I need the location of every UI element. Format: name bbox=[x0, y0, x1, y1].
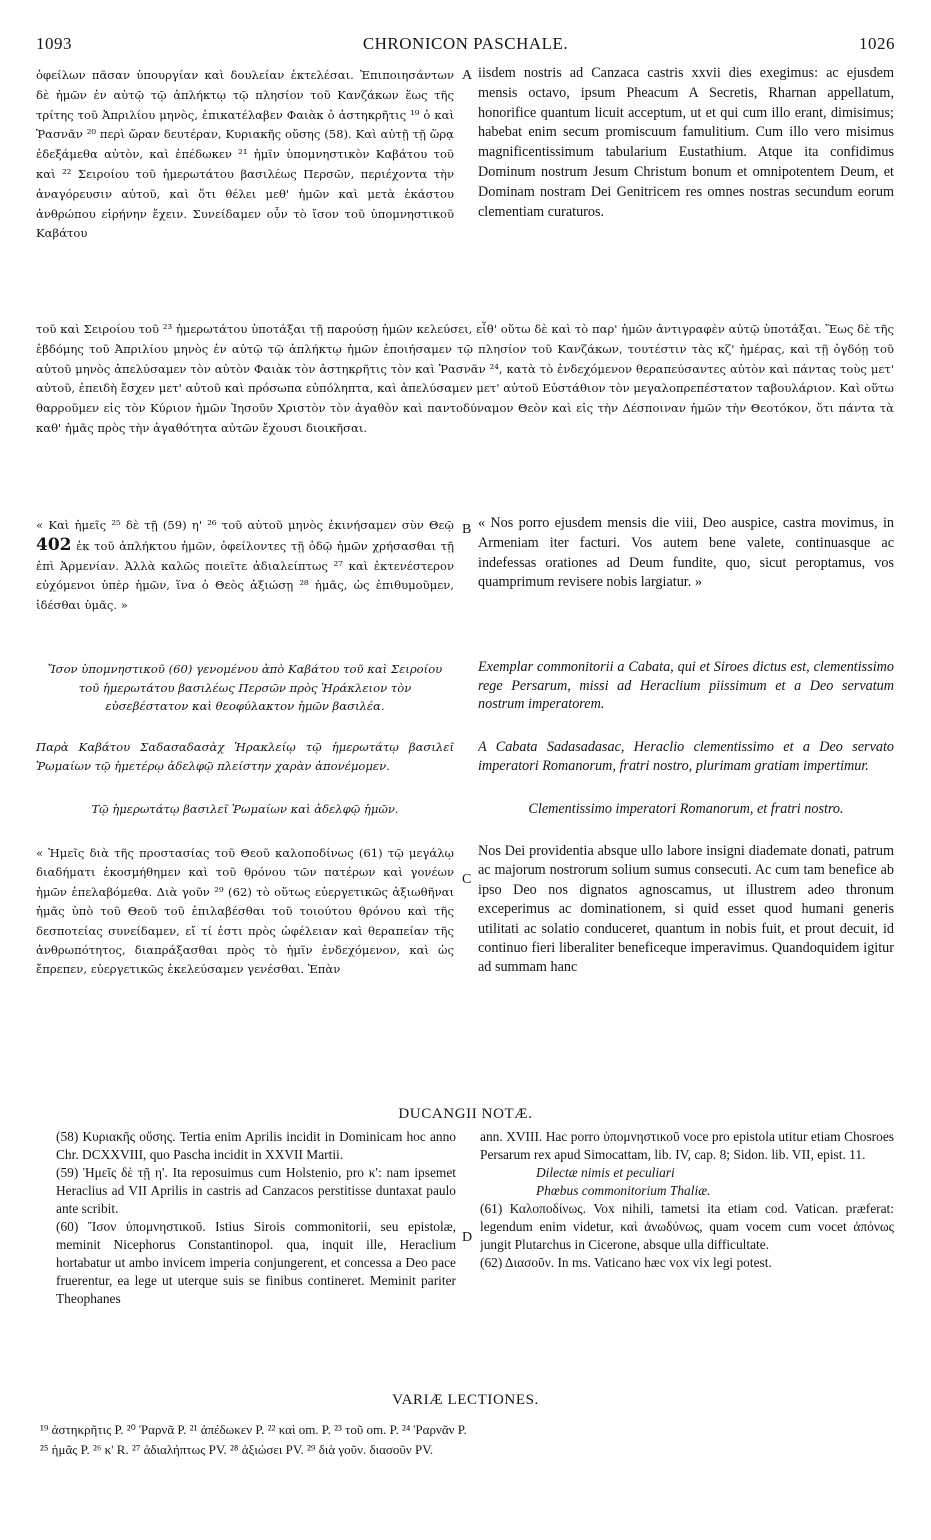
source-page-number: 402 bbox=[36, 534, 72, 555]
variae-line-1: ¹⁹ ἀστηκρῆτις P. ²⁰ Ῥαρνᾶ P. ²¹ ἀπέδωκεν P. ²² καὶ om. P. ²³ τοῦ om. P. ²⁴ Ῥαρνᾶν P. bbox=[40, 1422, 467, 1437]
verse-line-1: Dilectæ nimis et peculiari bbox=[536, 1165, 675, 1180]
latin-title-1-text: Exemplar commonitorii a Cabata, qui et Siroes dictus est, clementissimo rege Persarum, missi ad Heraclium piissimum et a Deo servatum nostrum imperatorem. bbox=[478, 659, 894, 712]
running-header bbox=[36, 34, 895, 56]
verse-line-2: Phœbus commonitorium Thaliæ. bbox=[536, 1183, 711, 1198]
note-60-cont: ann. XVIII. Hac porro ὑπομνηστικοῦ voce pro epistola utitur etiam Chosroes Persarum rex apud Simocattam, lib. IV, cap. 8; Sidon. lib. VII, epist. 11. bbox=[480, 1129, 894, 1162]
latin-text-c: Nos Dei providentia absque ullo labore insigni diademate donati, patrum ac majorum nostrorum solium sumus consecuti. Ac cum tam benefice ab ipso Deo nos dignatos agnoscamus, ut illustrem adeo thronum exceperimus ac dominationem, si quid esset quod humani generis utilitati ac solatio conduceret, quantum in nobis fuit, et prout decuit, id continuo fieri liberaliter beneficeque imperavimus. Quandoquidem igitur ad summam hanc bbox=[478, 843, 894, 976]
latin-text-a: iisdem nostris ad Canzaca castris xxvii dies exegimus: ac ejusdem mensis octavo, ipsum Pheacum A Secretis, Rharnan appellatum, honorifice quantum licuit acceptum, ut et qui cum illo erant, dimisimus; habebat enim secum promiscuum famulitium. Cum illo vero misimus magnificentissimum tabularium Eustathium. Atque ita confidimus Dominum nostrum Jesum Christum bonum et omnipotentem Deum, et Dominam nostram Dei Genitricem res omnes nostras secundum eorum clementiam curaturos. bbox=[478, 65, 894, 220]
greek-text-b-start: « Καὶ ἡμεῖς ²⁵ δὲ τῇ (59) η' ²⁶ τοῦ αὐτοῦ μηνὸς ἐκινήσαμεν σὺν Θεῷ bbox=[36, 518, 454, 532]
page-number-right: 1026 bbox=[859, 34, 895, 53]
greek-text-b-end: ἐκ τοῦ ἀπλήκτου ἡμῶν, ὀφείλοντες τῇ ὁδῷ ἡμῶν χρήσασθαι τῇ ἐπὶ Ἀρμενίαν. Ἀλλὰ καλῶς ποιεῖτε ἀδιαλείπτως ²⁷ καὶ ἐκτενέστερον εὐχόμενοι ὑπὲρ ἡμῶν, ἵνα ὁ Θεὸς ἀξιώσῃ ²⁸ ἡμᾶς, ὡς ἐπιθυμοῦμεν, ἰδέσθαι ὑμᾶς. » bbox=[36, 538, 454, 613]
latin-column-c bbox=[478, 842, 894, 1080]
latin-title-3-text: Clementissimo imperatori Romanorum, et fratri nostro. bbox=[528, 801, 844, 817]
latin-title-2-text: A Cabata Sadasadasac, Heraclio clementissimo et a Deo servato imperatori Romanorum, fratri nostro, plurimam gratiam impertimur. bbox=[478, 739, 894, 774]
running-title: CHRONICON PASCHALE. bbox=[362, 34, 569, 53]
notes-title: DUCANGII NOTÆ. bbox=[398, 1106, 533, 1122]
note-62: (62) Διασοῦν. In ms. Vaticano hæc vox vix legi potest. bbox=[480, 1255, 772, 1270]
note-61: (61) Καλοποδίνως. Vox nihili, tametsi ita etiam cod. Vatican. præferat: legendum enim videtur, καὶ ἀνωδύνως, quam vocem cum vocet ἀπόνως jungit Plutarchus in Cicerone, absque ulla difficultate. bbox=[480, 1201, 894, 1252]
latin-title-1 bbox=[478, 658, 894, 734]
greek-title-2-text: Παρὰ Καβάτου Σαδασαδασὰχ Ἡρακλείῳ τῷ ἡμερωτάτῳ βασιλεῖ Ῥωμαίων τῷ ἡμετέρῳ ἀδελφῷ πλείστην χαρὰν ἀπονέμομεν. bbox=[36, 740, 454, 773]
note-59: (59) Ἡμεῖς δὲ τῇ η'. Ita reposuimus cum Holstenio, pro κ': nam ipsemet Heraclius ad VII Aprilis in castris ad Canzacos perstitisse duntaxat paulo ante scribit. bbox=[56, 1165, 456, 1216]
greek-title-3-text: Τῷ ἡμερωτάτῳ βασιλεῖ Ῥωμαίων καὶ ἀδελφῷ ἡμῶν. bbox=[91, 802, 399, 816]
note-60: (60) Ἴσον ὑπομνηστικοῦ. Istius Sirois commonitorii, seu epistolæ, meminit Nicephorus Constantinopol. qua, inquit ille, Heraclium hortabatur ut ambo invicem imperia conjungerent, et concessa a Deo pace fruerentur, ea lege ut uterque suis se finibus contineret. Meminit pariter Theophanes bbox=[56, 1219, 456, 1306]
margin-marker-d: D bbox=[462, 1230, 473, 1245]
variae-title: VARIÆ LECTIONES. bbox=[392, 1392, 539, 1408]
greek-title-1-text: Ἴσον ὑπομνηστικοῦ (60) γενομένου ἀπὸ Καβάτου τοῦ καὶ Σειροίου τοῦ ἡμερωτάτου βασιλέως Περσῶν πρὸς Ἡράκλειον τὸν εὐσεβέστατον καὶ θεοφύλακτον ἡμῶν βασιλέα. bbox=[47, 662, 443, 713]
latin-title-2 bbox=[478, 738, 894, 796]
margin-marker-c: C bbox=[462, 872, 472, 887]
margin-marker-a: A bbox=[462, 68, 473, 83]
greek-title-2 bbox=[36, 738, 454, 796]
greek-title-1 bbox=[36, 660, 454, 734]
notes-left-column bbox=[56, 1128, 456, 1374]
greek-column-a bbox=[36, 66, 454, 318]
variae-line-2: ²⁵ ἡμᾶς P. ²⁶ κ' R. ²⁷ ἀδιαλήπτως PV. ²⁸ ἀξιώσει PV. ²⁹ διὰ γοῦν. διασοῦν PV. bbox=[40, 1442, 434, 1457]
greek-wide-paragraph bbox=[36, 320, 894, 512]
greek-text-a: ὀφείλων πᾶσαν ὑπουργίαν καὶ δουλείαν ἐκτελέσαι. Ἐπιποιησάντων δὲ ἡμῶν ἐν αὐτῷ τῷ ἀπλήκτῳ τῷ πλησίον τοῦ Κανζάκων ἕως τῆς τρίτης τοῦ Ἀπριλίου μηνὸς, ἐπικατέλαβεν Φαιὰκ ὁ ἀστηκρῆτις ¹⁹ ὁ καὶ Ῥασνᾶν ²⁰ περὶ ὥραν δευτέραν, Κυριακῆς οὔσης (58). Καὶ αὐτῇ τῇ ὥρᾳ ἐδεξάμεθα αὐτὸν, καὶ ἐπέδωκεν ²¹ ἡμῖν ὑπομνηστικὸν Καβάτου τοῦ καὶ ²² Σειροίου τοῦ ἡμερωτάτου βασιλέως Περσῶν, περιέχοντα τὴν ἀναγόρευσιν αὐτοῦ, καὶ ὅτι θέλει μεθ' ἡμῶν καὶ μετὰ ἑκάστου ἀνθρώπου εἰρήνην ἔχειν. Συνείδαμεν οὖν τὸ ἴσον τοῦ ὑπομνηστικοῦ Καβάτου bbox=[36, 68, 454, 241]
latin-column-a bbox=[478, 64, 894, 318]
greek-text-b bbox=[36, 516, 454, 616]
greek-column-b bbox=[36, 516, 454, 658]
greek-text-c: « Ἡμεῖς διὰ τῆς προστασίας τοῦ Θεοῦ καλοποδίνως (61) τῷ μεγάλῳ διαδήματι ἐκοσμήθημεν καὶ τοῦ θρόνου τῶν πατέρων καὶ γονέων ἡμῶν ἐπελαβόμεθα. Διὰ γοῦν ²⁹ (62) τὸ οὕτως εὐεργετικῶς ἀξιωθῆναι ἡμᾶς ὑπὸ τοῦ Θεοῦ τοῦ ἐπιλαβέσθαι τοῦ τοιούτου θρόνου καὶ τῆς δεσποτείας συνείδαμεν, εἴ τί ἐστι πρὸς ὠφέλειαν καὶ θεραπείαν τῆς ἀνθρωπότητος, διαπράξασθαι πρὸς τὸ ἡμῖν ἐνδεχόμενον, καὶ ὡς ἔπρεπεν, εὐεργετικῶς ἐκελεύσαμεν γενέσθαι. Ἐπὰν bbox=[36, 846, 454, 977]
margin-marker-b: B bbox=[462, 522, 472, 537]
greek-wide-text: τοῦ καὶ Σειροίου τοῦ ²³ ἡμερωτάτου ὑποτάξαι τῇ παρούσῃ ἡμῶν κελεύσει, εἶθ' οὕτω δὲ καὶ τὸ παρ' ἡμῶν ἀντιγραφὲν αὐτῷ ὑποτάξαι. Ἕως δὲ τῆς ἑβδόμης τοῦ Ἀπριλίου μηνὸς ἐν αὐτῷ τῷ ἀπλήκτῳ ἡμῶν ἐποιήσαμεν τῷ πλησίον τοῦ Κανζάκων, τουτέστιν τὰς κζ' ἡμέρας, καὶ τῇ ὀγδόῃ τοῦ αὐτοῦ μηνὸς ἀπελύσαμεν τὸν αὐτὸν Φαιὰκ τὸν ἀστηκρῆτις τὸν καὶ Ῥασνᾶν ²⁴, κατὰ τὸ ἐνδεχόμενον θεραπεύσαντες αὐτὸν καὶ πάντας τοὺς μετ' αὐτοῦ, ἐπειδὴ ἔσχεν μετ' αὐτοῦ καὶ πρόσωπα εὐπόληπτα, καὶ ἀπελύσαμεν μετ' αὐτοῦ Εὐστάθιον τὸν μεγαλοπρεπέστατον ταβουλάριον. Καὶ οὕτω θαρροῦμεν εἰς τὸν Κύριον ἡμῶν Ἰησοῦν Χριστὸν τὸν ἀγαθὸν καὶ παντοδύναμον Θεὸν καὶ εἰς τὴν Δέσποιναν ἡμῶν τὴν Θεοτόκον, ὅτι πάντα τὰ καθ' ἡμᾶς πρὸς τὴν ἀγαθότητα αὐτῶν ἔχουσι διοικῆσαι. bbox=[36, 322, 894, 435]
page-number-left: 1093 bbox=[36, 34, 72, 53]
latin-column-b bbox=[478, 514, 894, 660]
latin-title-3 bbox=[478, 800, 894, 840]
notes-right-column bbox=[480, 1128, 894, 1374]
note-58: (58) Κυριακῆς οὔσης. Tertia enim Aprilis incidit in Dominicam hoc anno Chr. DCXXVIII, quo Pascha incidit in XXVII Martii. bbox=[56, 1129, 456, 1162]
greek-column-c bbox=[36, 844, 454, 1078]
greek-title-3 bbox=[36, 800, 454, 840]
latin-text-b: « Nos porro ejusdem mensis die viii, Deo auspice, castra movimus, in Armeniam iter facturi. Vos autem bene valete, continuasque ac indefessas orationes ad Deum fundite, quo, sicut peroptamus, vos quamprimum revisere nobis largiatur. » bbox=[478, 515, 894, 591]
